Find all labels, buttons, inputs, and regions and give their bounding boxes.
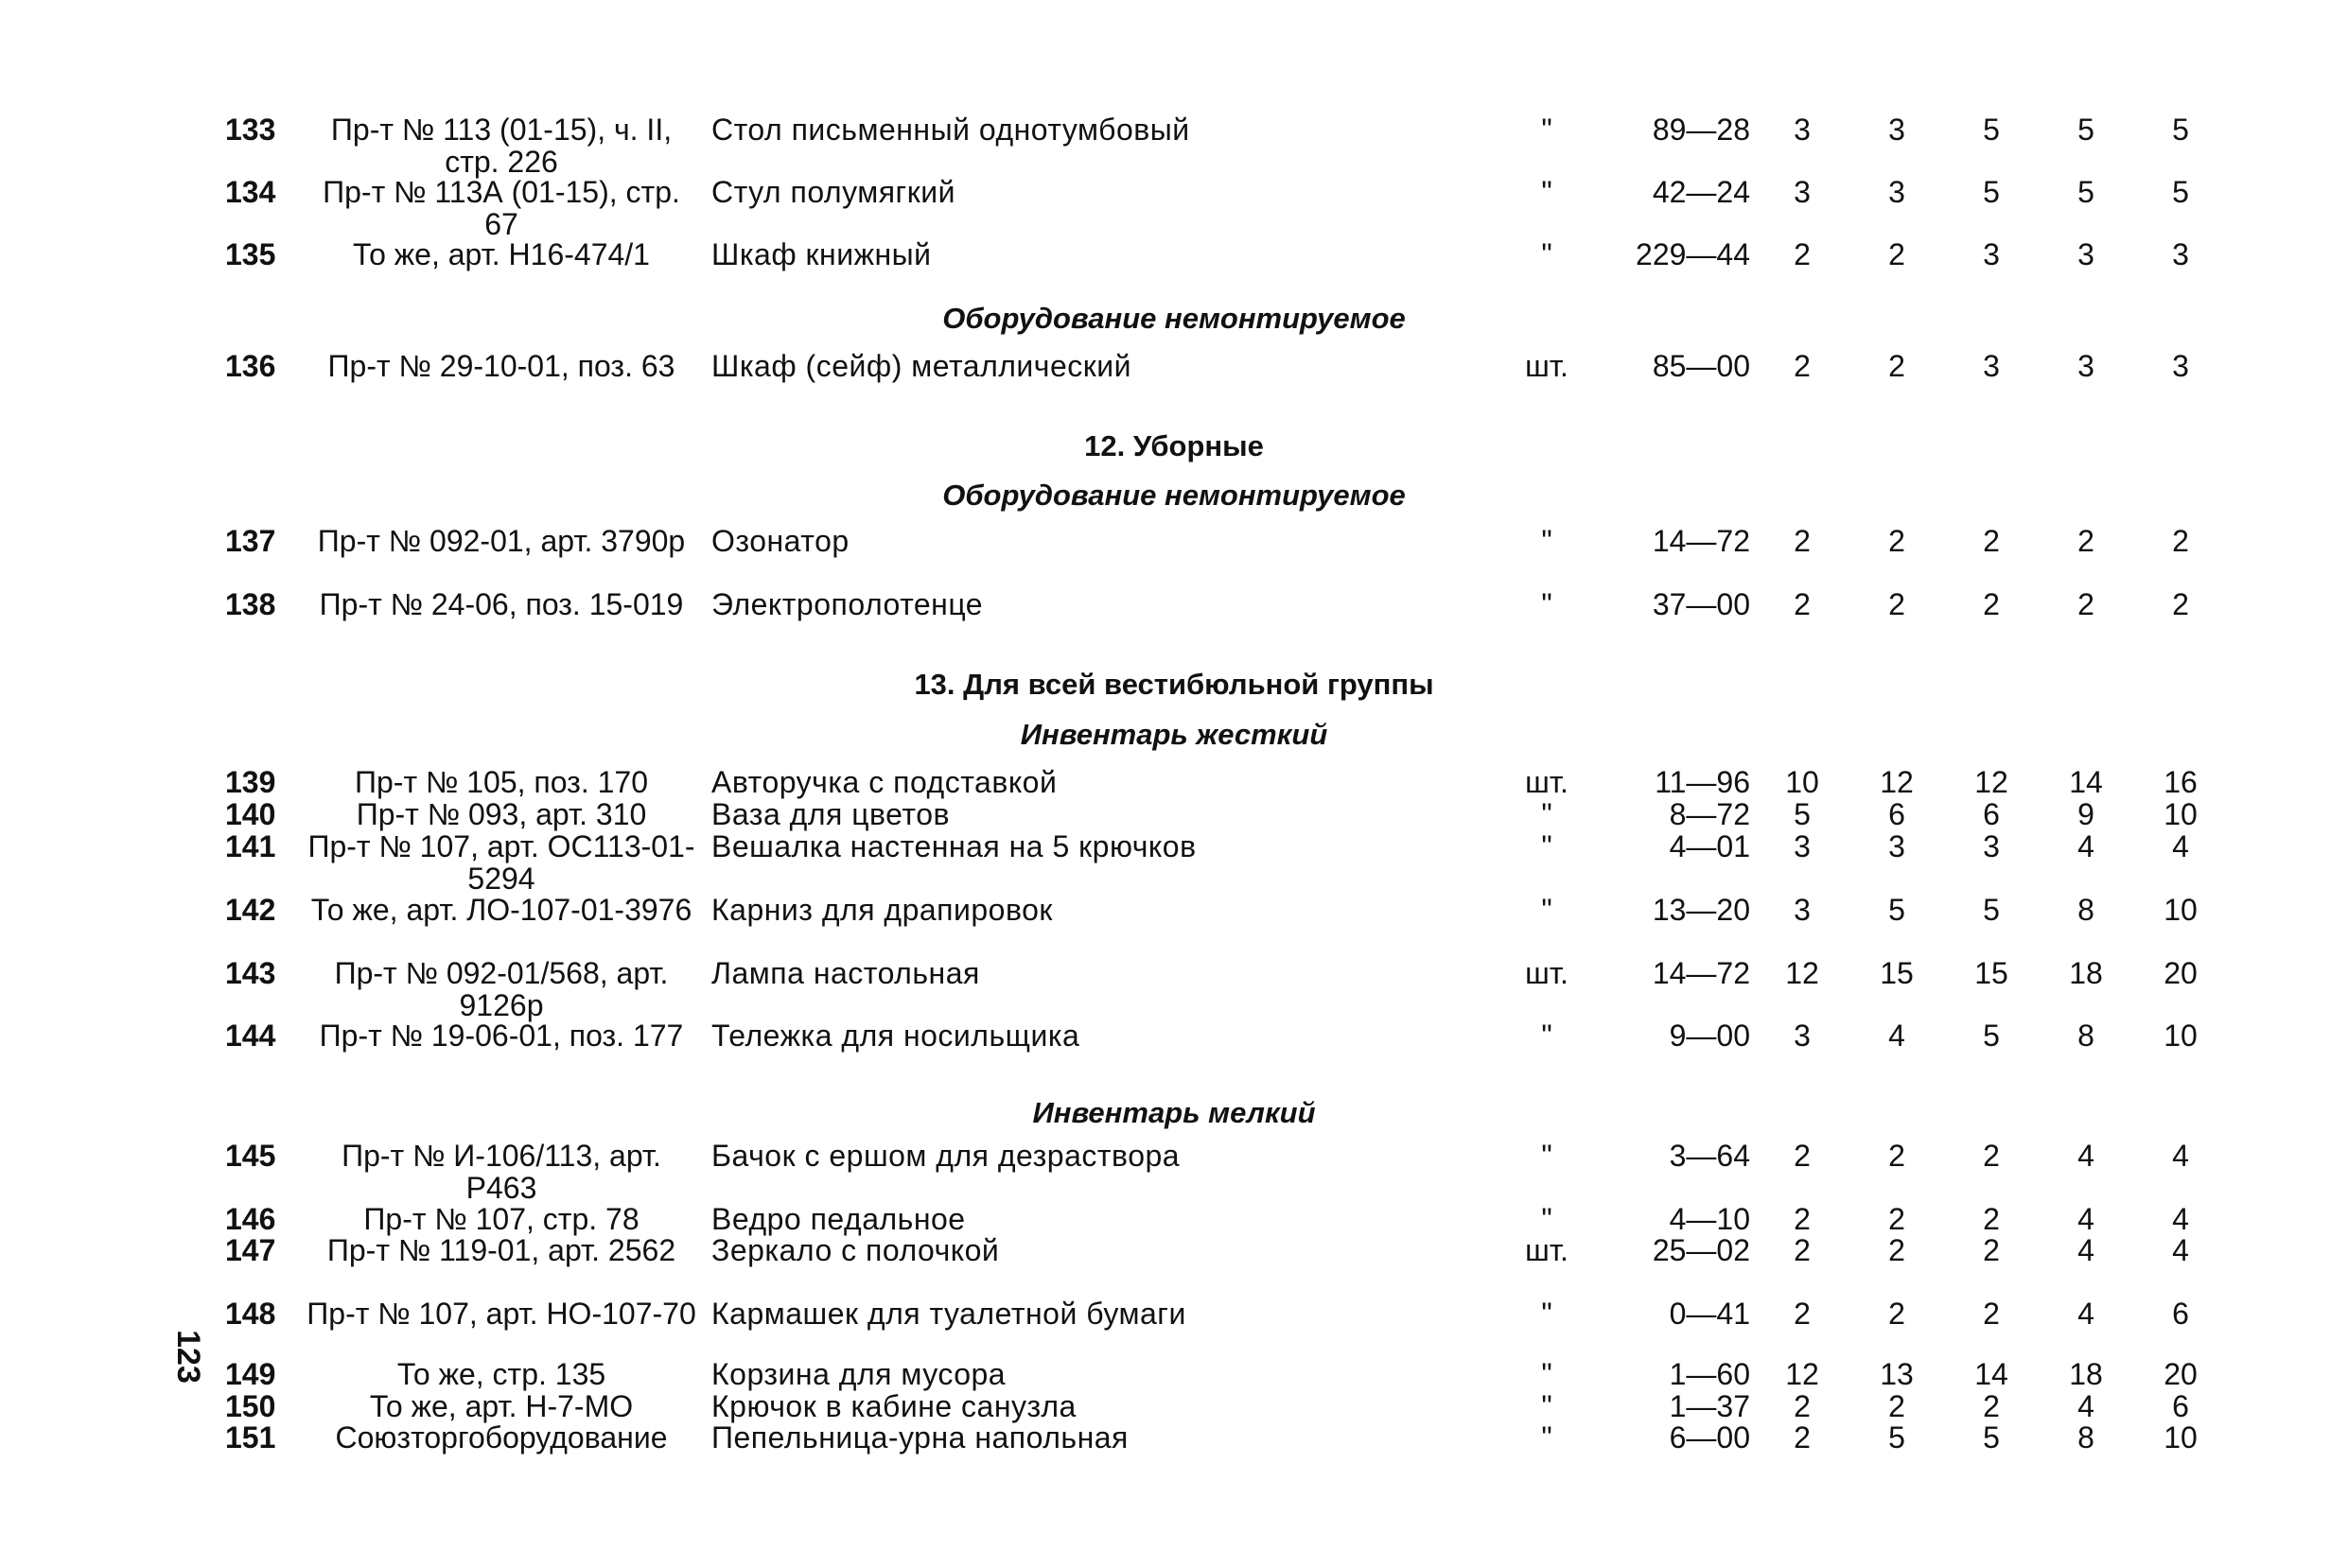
item-source: Пр-т № 105, поз. 170 bbox=[355, 765, 648, 799]
item-unit: " bbox=[1541, 1202, 1552, 1236]
item-quantity: 5 bbox=[2077, 175, 2094, 209]
item-price: 37—00 bbox=[1652, 587, 1750, 621]
item-quantity: 3 bbox=[2077, 349, 2094, 383]
item-quantity: 10 bbox=[2164, 1019, 2198, 1053]
item-price: 6—00 bbox=[1669, 1420, 1750, 1455]
item-quantity: 5 bbox=[1983, 113, 2000, 147]
item-name: Шкаф (сейф) металлический bbox=[711, 349, 1132, 383]
item-quantity: 15 bbox=[1974, 956, 2008, 990]
item-quantity: 4 bbox=[1888, 1019, 1905, 1053]
item-name: Стол письменный однотумбовый bbox=[711, 113, 1190, 147]
item-quantity: 18 bbox=[2069, 1357, 2103, 1391]
item-quantity: 4 bbox=[2077, 1297, 2094, 1331]
item-quantity: 4 bbox=[2077, 1233, 2094, 1267]
item-source: То же, арт. Н16-474/1 bbox=[353, 237, 650, 271]
item-quantity: 2 bbox=[1888, 587, 1905, 621]
item-number: 138 bbox=[225, 587, 276, 621]
item-number: 134 bbox=[225, 175, 276, 209]
item-quantity: 10 bbox=[2164, 797, 2198, 831]
item-source: Пр-т № 29-10-01, поз. 63 bbox=[327, 349, 675, 383]
item-quantity: 2 bbox=[1794, 1202, 1811, 1236]
item-number: 137 bbox=[225, 524, 276, 558]
item-price: 4—01 bbox=[1669, 829, 1750, 863]
item-quantity: 9 bbox=[2077, 797, 2094, 831]
item-quantity: 3 bbox=[1794, 1019, 1811, 1053]
item-number: 151 bbox=[225, 1420, 276, 1455]
item-name: Ведро педальное bbox=[711, 1202, 966, 1236]
item-quantity: 5 bbox=[1983, 175, 2000, 209]
item-number: 142 bbox=[225, 893, 276, 927]
item-name: Зеркало с полочкой bbox=[711, 1233, 1000, 1267]
item-quantity: 6 bbox=[2172, 1297, 2189, 1331]
item-quantity: 2 bbox=[1888, 1233, 1905, 1267]
item-quantity: 15 bbox=[1880, 956, 1914, 990]
item-unit: " bbox=[1541, 797, 1552, 831]
item-price: 229—44 bbox=[1636, 237, 1750, 271]
item-quantity: 5 bbox=[1888, 893, 1905, 927]
item-name: Озонатор bbox=[711, 524, 850, 558]
item-unit: " bbox=[1541, 237, 1552, 271]
item-price: 0—41 bbox=[1669, 1297, 1750, 1331]
item-quantity: 3 bbox=[1983, 349, 2000, 383]
item-quantity: 5 bbox=[1983, 1019, 2000, 1053]
item-name: Бачок с ершом для дезраствора bbox=[711, 1139, 1181, 1173]
item-quantity: 2 bbox=[1888, 1139, 1905, 1173]
item-unit: " bbox=[1541, 1420, 1552, 1455]
item-name: Кармашек для туалетной бумаги bbox=[711, 1297, 1186, 1331]
item-quantity: 2 bbox=[2172, 524, 2189, 558]
item-number: 140 bbox=[225, 797, 276, 831]
item-quantity: 2 bbox=[1888, 237, 1905, 271]
item-name: Лампа настольная bbox=[711, 956, 980, 990]
item-price: 25—02 bbox=[1652, 1233, 1750, 1267]
item-source: Пр-т № 107, арт. НО-107-70 bbox=[307, 1297, 696, 1331]
item-name: Тележка для носильщика bbox=[711, 1019, 1080, 1053]
item-unit: " bbox=[1541, 1389, 1552, 1423]
item-quantity: 2 bbox=[1794, 1389, 1811, 1423]
item-quantity: 2 bbox=[2077, 587, 2094, 621]
item-quantity: 4 bbox=[2172, 1139, 2189, 1173]
page-number: 123 bbox=[169, 1330, 206, 1384]
subsection-heading: Инвентарь мелкий bbox=[1032, 1096, 1316, 1129]
item-unit: " bbox=[1541, 893, 1552, 927]
item-unit: " bbox=[1541, 175, 1552, 209]
item-unit: шт. bbox=[1525, 765, 1568, 799]
item-quantity: 2 bbox=[1983, 1233, 2000, 1267]
item-source: Пр-т № И-106/113, арт. Р463 bbox=[342, 1139, 661, 1205]
item-quantity: 3 bbox=[2077, 237, 2094, 271]
item-source: Пр-т № 113 (01-15), ч. II, стр. 226 bbox=[330, 113, 673, 179]
item-unit: " bbox=[1541, 587, 1552, 621]
item-quantity: 14 bbox=[2069, 765, 2103, 799]
item-quantity: 4 bbox=[2077, 1139, 2094, 1173]
item-quantity: 2 bbox=[2172, 587, 2189, 621]
item-quantity: 5 bbox=[2077, 113, 2094, 147]
item-name: Пепельница-урна напольная bbox=[711, 1420, 1129, 1455]
section-heading: 13. Для всей вестибюльной группы bbox=[914, 668, 1434, 701]
item-name: Ваза для цветов bbox=[711, 797, 950, 831]
item-price: 9—00 bbox=[1669, 1019, 1750, 1053]
item-quantity: 5 bbox=[1888, 1420, 1905, 1455]
item-quantity: 8 bbox=[2077, 1019, 2094, 1053]
item-source: Пр-т № 107, арт. ОС113-01-5294 bbox=[307, 829, 695, 896]
item-quantity: 3 bbox=[2172, 237, 2189, 271]
item-number: 145 bbox=[225, 1139, 276, 1173]
item-price: 14—72 bbox=[1652, 956, 1750, 990]
item-price: 1—60 bbox=[1669, 1357, 1750, 1391]
item-unit: шт. bbox=[1525, 956, 1568, 990]
item-number: 144 bbox=[225, 1019, 276, 1053]
item-name: Стул полумягкий bbox=[711, 175, 955, 209]
subsection-heading: Инвентарь жесткий bbox=[1020, 718, 1328, 751]
subsection-heading: Оборудование немонтируемое bbox=[942, 479, 1406, 512]
item-number: 141 bbox=[225, 829, 276, 863]
item-unit: " bbox=[1541, 829, 1552, 863]
item-quantity: 2 bbox=[1888, 1389, 1905, 1423]
item-quantity: 2 bbox=[1794, 524, 1811, 558]
item-number: 148 bbox=[225, 1297, 276, 1331]
item-quantity: 2 bbox=[1888, 1202, 1905, 1236]
item-number: 139 bbox=[225, 765, 276, 799]
item-quantity: 8 bbox=[2077, 893, 2094, 927]
item-price: 42—24 bbox=[1652, 175, 1750, 209]
item-quantity: 2 bbox=[1794, 349, 1811, 383]
item-quantity: 5 bbox=[1794, 797, 1811, 831]
item-name: Карниз для драпировок bbox=[711, 893, 1053, 927]
item-quantity: 5 bbox=[1983, 1420, 2000, 1455]
item-source: То же, стр. 135 bbox=[396, 1357, 606, 1391]
item-source: Пр-т № 092-01/568, арт. 9126р bbox=[334, 956, 669, 1022]
item-unit: шт. bbox=[1525, 349, 1568, 383]
subsection-heading: Оборудование немонтируемое bbox=[942, 302, 1406, 335]
item-quantity: 2 bbox=[1794, 1297, 1811, 1331]
item-quantity: 4 bbox=[2077, 1202, 2094, 1236]
item-quantity: 2 bbox=[1888, 1297, 1905, 1331]
item-unit: " bbox=[1541, 524, 1552, 558]
item-quantity: 4 bbox=[2077, 1389, 2094, 1423]
item-quantity: 20 bbox=[2164, 1357, 2198, 1391]
item-quantity: 3 bbox=[1888, 829, 1905, 863]
item-source: Пр-т № 107, стр. 78 bbox=[363, 1202, 640, 1236]
item-source: Пр-т № 092-01, арт. 3790р bbox=[317, 524, 686, 558]
item-number: 143 bbox=[225, 956, 276, 990]
item-number: 149 bbox=[225, 1357, 276, 1391]
item-number: 146 bbox=[225, 1202, 276, 1236]
item-name: Крючок в кабине санузла bbox=[711, 1389, 1077, 1423]
item-quantity: 12 bbox=[1785, 1357, 1819, 1391]
item-quantity: 2 bbox=[1983, 1139, 2000, 1173]
item-source: Пр-т № 24-06, поз. 15-019 bbox=[319, 587, 684, 621]
item-quantity: 13 bbox=[1880, 1357, 1914, 1391]
item-quantity: 12 bbox=[1880, 765, 1914, 799]
item-price: 8—72 bbox=[1669, 797, 1750, 831]
item-source: Пр-т № 113А (01-15), стр. 67 bbox=[323, 175, 680, 241]
section-heading: 12. Уборные bbox=[1084, 429, 1264, 462]
item-quantity: 2 bbox=[1794, 1420, 1811, 1455]
item-quantity: 16 bbox=[2164, 765, 2198, 799]
item-price: 89—28 bbox=[1652, 113, 1750, 147]
item-quantity: 3 bbox=[1794, 175, 1811, 209]
item-quantity: 12 bbox=[1785, 956, 1819, 990]
item-number: 150 bbox=[225, 1389, 276, 1423]
item-quantity: 2 bbox=[1983, 587, 2000, 621]
item-quantity: 3 bbox=[1794, 113, 1811, 147]
item-name: Корзина для мусора bbox=[711, 1357, 1007, 1391]
item-source: Союзторгоборудование bbox=[335, 1420, 668, 1455]
item-quantity: 3 bbox=[1794, 829, 1811, 863]
item-quantity: 6 bbox=[1888, 797, 1905, 831]
item-price: 1—37 bbox=[1669, 1389, 1750, 1423]
item-quantity: 10 bbox=[2164, 1420, 2198, 1455]
item-price: 11—96 bbox=[1655, 765, 1750, 799]
item-name: Авторучка с подставкой bbox=[711, 765, 1058, 799]
item-source: Пр-т № 119-01, арт. 2562 bbox=[326, 1233, 676, 1267]
item-unit: " bbox=[1541, 1139, 1552, 1173]
item-source: Пр-т № 093, арт. 310 bbox=[356, 797, 647, 831]
item-unit: " bbox=[1541, 113, 1552, 147]
item-name: Шкаф книжный bbox=[711, 237, 932, 271]
item-unit: " bbox=[1541, 1357, 1552, 1391]
item-quantity: 2 bbox=[1888, 524, 1905, 558]
item-name: Электрополотенце bbox=[711, 587, 984, 621]
item-quantity: 2 bbox=[1794, 587, 1811, 621]
item-quantity: 4 bbox=[2077, 829, 2094, 863]
item-quantity: 6 bbox=[1983, 797, 2000, 831]
item-quantity: 2 bbox=[1983, 1389, 2000, 1423]
item-price: 3—64 bbox=[1669, 1139, 1750, 1173]
item-quantity: 14 bbox=[1974, 1357, 2008, 1391]
item-quantity: 3 bbox=[1794, 893, 1811, 927]
item-quantity: 3 bbox=[1983, 237, 2000, 271]
item-quantity: 3 bbox=[1888, 175, 1905, 209]
item-quantity: 2 bbox=[1794, 237, 1811, 271]
item-number: 135 bbox=[225, 237, 276, 271]
item-quantity: 3 bbox=[2172, 349, 2189, 383]
item-source: То же, арт. ЛО-107-01-3976 bbox=[310, 893, 692, 927]
item-source: То же, арт. Н-7-МО bbox=[369, 1389, 634, 1423]
item-quantity: 4 bbox=[2172, 829, 2189, 863]
item-quantity: 3 bbox=[1888, 113, 1905, 147]
item-quantity: 18 bbox=[2069, 956, 2103, 990]
item-quantity: 2 bbox=[1983, 1297, 2000, 1331]
item-quantity: 6 bbox=[2172, 1389, 2189, 1423]
item-quantity: 4 bbox=[2172, 1202, 2189, 1236]
item-number: 136 bbox=[225, 349, 276, 383]
item-price: 13—20 bbox=[1652, 893, 1750, 927]
item-quantity: 5 bbox=[2172, 113, 2189, 147]
item-quantity: 10 bbox=[1785, 765, 1819, 799]
item-unit: " bbox=[1541, 1297, 1552, 1331]
item-quantity: 2 bbox=[1888, 349, 1905, 383]
item-quantity: 5 bbox=[1983, 893, 2000, 927]
item-number: 133 bbox=[225, 113, 276, 147]
item-price: 4—10 bbox=[1669, 1202, 1750, 1236]
item-quantity: 2 bbox=[1794, 1233, 1811, 1267]
item-quantity: 20 bbox=[2164, 956, 2198, 990]
item-price: 14—72 bbox=[1652, 524, 1750, 558]
item-quantity: 2 bbox=[1794, 1139, 1811, 1173]
item-price: 85—00 bbox=[1652, 349, 1750, 383]
item-number: 147 bbox=[225, 1233, 276, 1267]
item-quantity: 5 bbox=[2172, 175, 2189, 209]
item-quantity: 2 bbox=[1983, 524, 2000, 558]
item-name: Вешалка настенная на 5 крючков bbox=[711, 829, 1197, 863]
item-quantity: 2 bbox=[1983, 1202, 2000, 1236]
item-source: Пр-т № 19-06-01, поз. 177 bbox=[319, 1019, 684, 1053]
item-quantity: 3 bbox=[1983, 829, 2000, 863]
item-unit: " bbox=[1541, 1019, 1552, 1053]
item-quantity: 2 bbox=[2077, 524, 2094, 558]
item-quantity: 4 bbox=[2172, 1233, 2189, 1267]
item-quantity: 8 bbox=[2077, 1420, 2094, 1455]
item-quantity: 10 bbox=[2164, 893, 2198, 927]
item-unit: шт. bbox=[1525, 1233, 1568, 1267]
item-quantity: 12 bbox=[1974, 765, 2008, 799]
